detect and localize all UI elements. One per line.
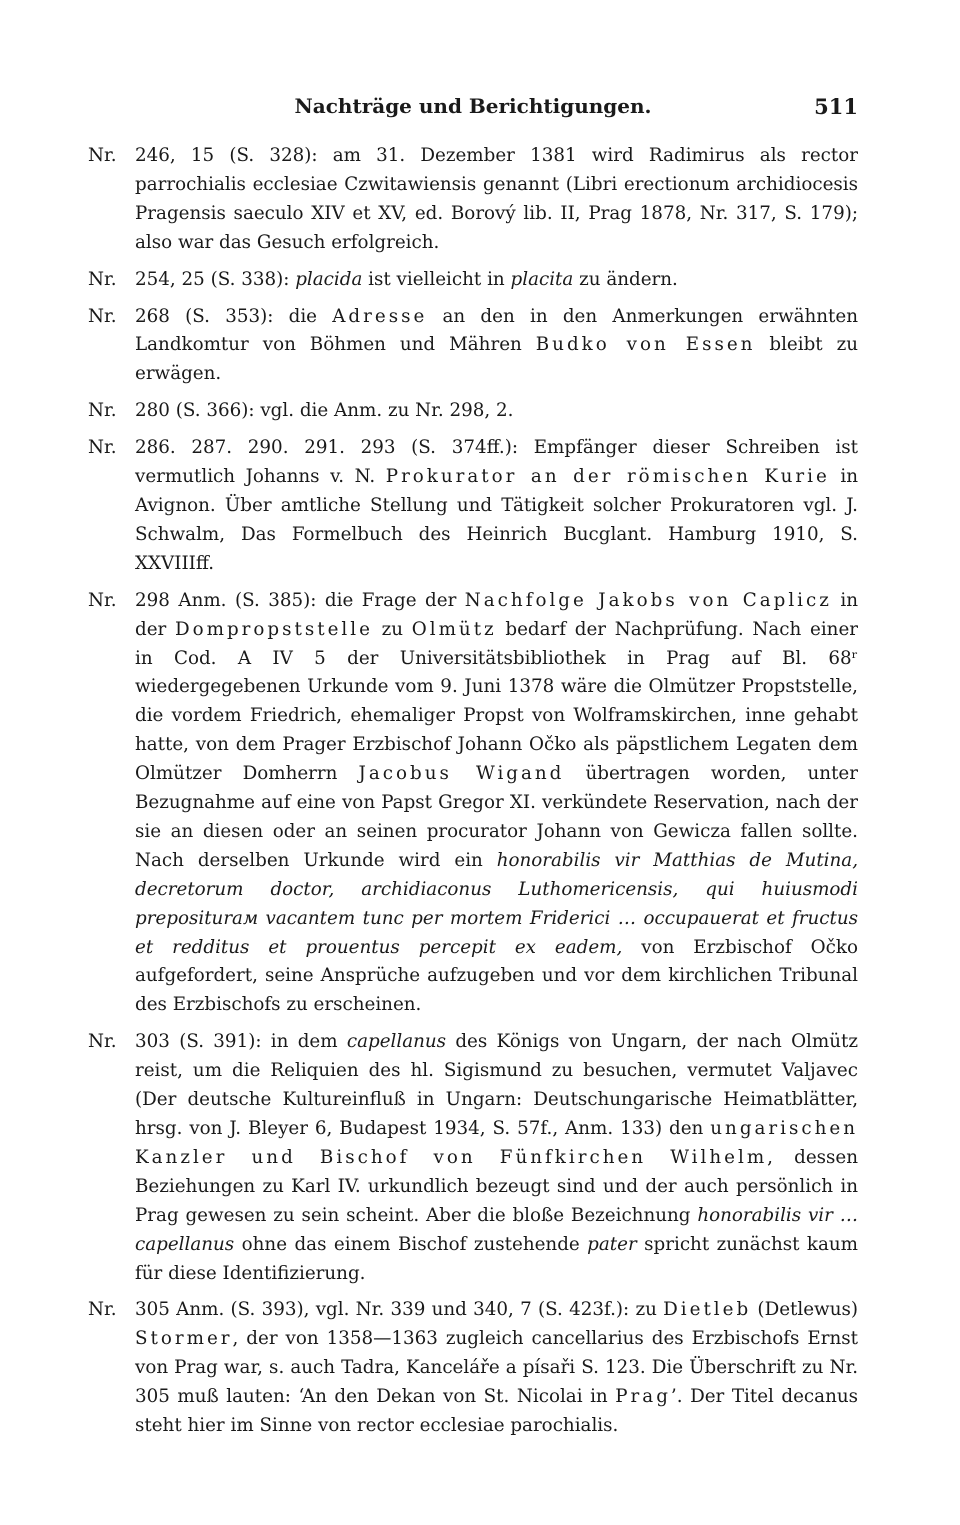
entry-text: ’. Der Titel decanus steht hier im Sinne von rector ecclesiae parochialis. — [135, 1386, 858, 1437]
spaced-emphasis-text: Budko von Essen — [535, 334, 756, 356]
entry-text: bedarf der Nachprüfung. Nach einer in Cod. A IV 5 der Universitätsbibliothek in Prag auf Bl. 68ʳ wiedergegebenen Urkunde vom 9. Juni 1378 wäre die Olmützer Propststelle, die vordem Friedrich, ehemaliger Propst von Wolframskirchen, inne gehabt hatte, von dem Prager Erzbischof Johann Očko als päpstlichem Legaten dem Olmützer Domherrn — [135, 618, 858, 785]
entry-text: von Erzbischof Očko aufgefordert, seine Ansprüche aufzugeben und vor dem kirchlichen Tribunal des Erzbischofs zu erscheinen. — [135, 936, 858, 1016]
italic-text: capellanus — [346, 1031, 447, 1053]
italic-text: placita — [510, 268, 574, 290]
entry-text: spricht zunächst kaum für diese Identifizierung. — [135, 1233, 858, 1284]
entry-text: ohne das einem Bischof zustehende — [234, 1233, 588, 1255]
italic-text: pater — [587, 1233, 637, 1255]
spaced-emphasis-text: ungarischen Kanzler und Bischof von Fünfkirchen Wilhelm — [135, 1118, 858, 1168]
entry-number-label: Nr. — [88, 589, 117, 611]
entry — [88, 434, 858, 579]
entry-number-label: Nr. — [88, 268, 117, 290]
entry-text: 286. 287. 290. 291. 293 (S. 374ff.): Empfänger dieser Schreiben ist vermutlich Johanns v. N. — [135, 437, 858, 488]
spaced-emphasis-text: Prokurator an der römischen Kurie — [385, 466, 830, 488]
entry — [88, 303, 858, 390]
spaced-emphasis-text: Dompropststelle — [174, 618, 373, 640]
entry-text: an den in den Anmerkungen erwähnten Landkomtur von Böhmen und Mähren — [135, 305, 858, 356]
entry-text: des Königs von Ungarn, der nach Olmütz reist, um die Reliquien des hl. Sigismund zu besuchen, vermutet Valjavec (Der deutsche Kultureinfluß in Ungarn: Deutschungarische Heimatblätter, hrsg. von J. Bleyer 6, Budapest 1934, S. 57f., Anm. 133) den — [135, 1031, 858, 1139]
spaced-emphasis-text: Adresse — [332, 305, 428, 327]
entries-list — [88, 142, 858, 1441]
running-head — [88, 88, 858, 124]
entry-text: ist vielleicht in — [362, 268, 511, 290]
entry — [88, 397, 858, 426]
entry-text: 280 (S. 366): vgl. die Anm. zu Nr. 298, 2. — [135, 400, 514, 422]
italic-text: placida — [295, 268, 363, 290]
document-page — [88, 88, 858, 1449]
italic-text: honorabilis vir Matthias de Mutina, decretorum doctor, archidiaconus Luthomericensis, qui huiusmodi prepositurам vacantem tunc per mortem Friderici … occupauerat et fructus et redditus et prouentus percepit ex eadem, — [135, 849, 859, 958]
entry-number-label: Nr. — [88, 1299, 117, 1321]
entry-number-label: Nr. — [88, 400, 117, 422]
entry-number-label: Nr. — [88, 145, 117, 166]
entry-text: in der — [135, 589, 858, 640]
running-title: Nachträge und Berichtigungen. — [294, 94, 652, 118]
entry-text: zu — [372, 618, 412, 640]
entry — [88, 1028, 858, 1288]
entry — [88, 587, 858, 1021]
spaced-emphasis-text: Jacobus Wigand — [358, 763, 565, 785]
spaced-emphasis-text: Stormer — [135, 1328, 233, 1350]
entry-text: (Detlewus) — [751, 1299, 858, 1321]
entry-text: bleibt zu erwägen. — [135, 334, 858, 385]
entry — [88, 266, 858, 295]
spaced-emphasis-text: Prag — [615, 1386, 671, 1408]
italic-text: honorabilis vir … capellanus — [135, 1204, 859, 1255]
entry-number-label: Nr. — [88, 1031, 117, 1053]
entry-text: 254, 25 (S. 338): — [135, 268, 296, 290]
entry-text: , der von 1358—1363 zugleich cancellarius des Erzbischofs Ernst von Prag war, s. auch Tadra, Kanceláře a písaři S. 123. Die Überschrift zu Nr. 305 muß lauten: ‘An den Dekan von St. Nicolai in — [135, 1328, 858, 1408]
entry-number-label: Nr. — [88, 305, 117, 327]
entry — [88, 1296, 858, 1441]
entry — [88, 142, 858, 258]
entry-number-label: Nr. — [88, 437, 117, 459]
entry-text: zu ändern. — [573, 268, 678, 290]
entry-text: 298 Anm. (S. 385): die Frage der — [135, 589, 465, 611]
entry-text: 246, 15 (S. 328): am 31. Dezember 1381 wird Radimirus als rector parrochialis ecclesiae Czwitawiensis genannt (Libri erectionum archidiocesis Pragensis saeculo XIV et XV, ed. Borový lib. II, Prag 1878, Nr. 317, S. 179); also war das Gesuch erfolgreich. — [135, 145, 858, 253]
entry-text: in Avignon. Über amtliche Stellung und Tätigkeit solcher Prokuratoren vgl. J. Schwalm, Das Formelbuch des Heinrich Bucglant. Hamburg 1910, S. XXVIIIff. — [135, 466, 859, 574]
entry-text: , dessen Beziehungen zu Karl IV. urkundlich bezeugt sind und der auch persönlich in Prag gewesen zu sein scheint. Aber die bloße Bezeichnung — [135, 1146, 858, 1226]
entry-text: 303 (S. 391): in dem — [135, 1031, 347, 1053]
spaced-emphasis-text: Nachfolge Jakobs von Caplicz — [464, 589, 832, 611]
entry-text: 268 (S. 353): die — [135, 305, 333, 327]
entry-text: übertragen worden, unter Bezugnahme auf eine von Papst Gregor XI. verkündete Reservation, nach der sie an diesen oder an seinen procurator Johann von Gewicza fallen sollte. Nach derselben Urkunde wird ein — [135, 763, 858, 871]
spaced-emphasis-text: Dietleb — [663, 1299, 752, 1321]
spaced-emphasis-text: Olmütz — [411, 618, 497, 640]
entry-text: 305 Anm. (S. 393), vgl. Nr. 339 und 340, 7 (S. 423f.): zu — [135, 1299, 664, 1321]
page-number: 511 — [814, 94, 858, 119]
